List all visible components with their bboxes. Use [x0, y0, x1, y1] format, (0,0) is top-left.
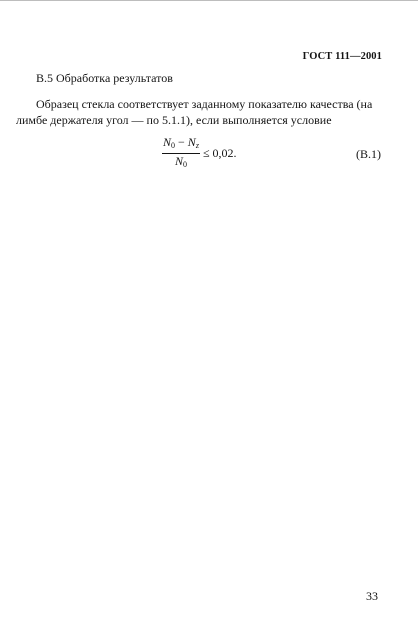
formula-fraction	[162, 136, 200, 171]
standard-code-header: ГОСТ 111—2001	[302, 51, 382, 62]
numerator-symbol-b: N	[187, 134, 196, 149]
section-heading: В.5 Обработка результатов	[36, 71, 173, 85]
formula-relation: ≤ 0,02.	[202, 145, 237, 160]
top-border-line	[0, 0, 418, 1]
body-paragraph	[16, 96, 381, 128]
equation-number: (В.1)	[356, 147, 381, 161]
numerator-subscript-b: z	[195, 140, 199, 150]
numerator-subscript-a: 0	[171, 140, 176, 150]
denominator-symbol: N	[174, 153, 183, 168]
formula	[162, 136, 237, 170]
paragraph-line-2: лимбе держателя угол — по 5.1.1), если выполняется условие	[16, 113, 332, 127]
formula-denominator	[175, 154, 187, 171]
page-number: 33	[366, 589, 378, 603]
denominator-subscript: 0	[182, 159, 187, 169]
numerator-symbol-a: N	[163, 134, 172, 149]
formula-numerator	[162, 136, 200, 153]
paragraph-line-1: Образец стекла соответствует заданному показателю качества (на	[36, 97, 373, 111]
numerator-minus: −	[175, 134, 188, 149]
